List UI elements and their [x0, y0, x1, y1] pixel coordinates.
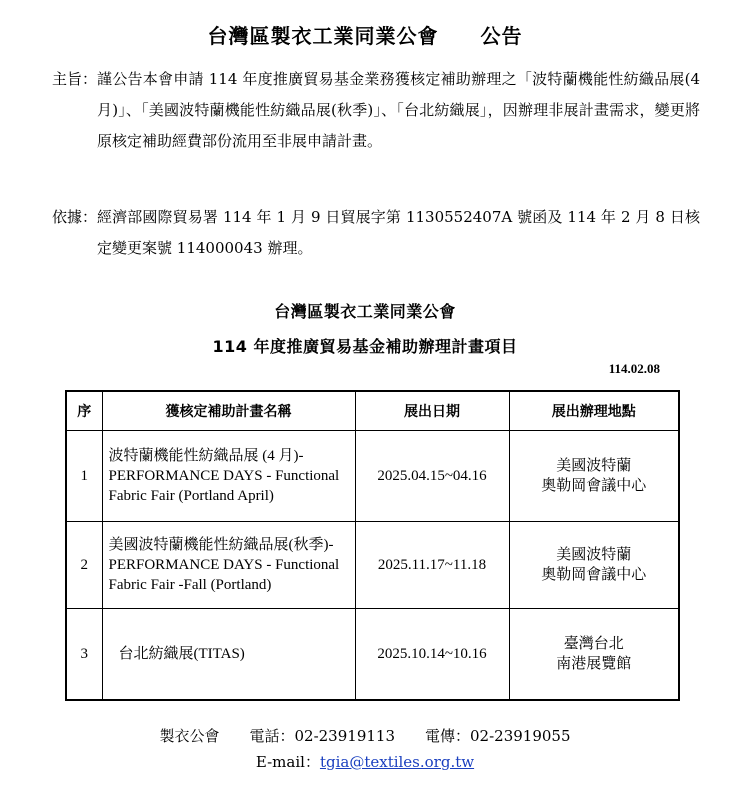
venue-hall: 奧勒岡會議中心 [541, 567, 647, 583]
basis-label: 依據： [52, 208, 98, 226]
venue-hall: 南港展覽館 [556, 656, 632, 672]
table-header-row [66, 391, 679, 431]
venue-city: 美國波特蘭 [556, 547, 632, 563]
footer-contact: 製衣公會 電話：02-23919113 電傳：02-23919055 [159, 727, 571, 745]
column-header-venue: 展出辦理地點 [509, 391, 679, 431]
row-plan-name: 波特蘭機能性紡織品展 (4 月)-PERFORMANCE DAYS - Functional Fabric Fair (Portland April) [102, 431, 355, 522]
basis-text: 經濟部國際貿易署 114 年 1 月 9 日貿展字第 1130552407A 號函及 114 年 2 月 8 日核定變更案號 114000043 辦理。 [97, 208, 700, 257]
row-date: 2025.04.15~04.16 [355, 431, 509, 522]
column-header-name: 獲核定補助計畫名稱 [102, 391, 355, 431]
row-plan-name: 台北紡織展(TITAS) [102, 609, 355, 701]
table-row [66, 431, 679, 522]
subject-paragraph [52, 64, 700, 157]
email-link[interactable]: tgia@textiles.org.tw [319, 753, 475, 771]
venue-hall: 奧勒岡會議中心 [541, 478, 647, 494]
table-row [66, 522, 679, 609]
row-plan-name: 美國波特蘭機能性紡織品展(秋季)-PERFORMANCE DAYS - Functional Fabric Fair -Fall (Portland) [102, 522, 355, 609]
page-title: 台灣區製衣工業同業公會 公告 [207, 24, 523, 48]
row-seq: 1 [66, 431, 102, 522]
row-seq: 3 [66, 609, 102, 701]
table-row [66, 609, 679, 701]
plan-table [65, 390, 680, 701]
email-label: E-mail： [255, 753, 320, 771]
plan-date: 114.02.08 [608, 361, 660, 376]
org-title: 台灣區製衣工業同業公會 [274, 302, 456, 321]
plan-title: 114 年度推廣貿易基金補助辦理計畫項目 [212, 337, 518, 356]
row-venue [509, 609, 679, 701]
row-date: 2025.11.17~11.18 [355, 522, 509, 609]
row-venue [509, 522, 679, 609]
basis-paragraph [52, 202, 700, 264]
column-header-seq: 序 [66, 391, 102, 431]
row-venue [509, 431, 679, 522]
row-seq: 2 [66, 522, 102, 609]
venue-city: 美國波特蘭 [556, 458, 632, 474]
subject-label: 主旨： [52, 70, 98, 88]
column-header-date: 展出日期 [355, 391, 509, 431]
subject-text: 謹公告本會申請 114 年度推廣貿易基金業務獲核定補助辦理之「波特蘭機能性紡織品展(4 月)」、「美國波特蘭機能性紡織品展(秋季)」、「台北紡織展」，因辦理非展計畫需求，變更將原核定補助經費部份流用至非展申請計畫。 [97, 70, 700, 150]
venue-city: 臺灣台北 [563, 636, 624, 652]
footer-email-line [0, 750, 730, 774]
row-date: 2025.10.14~10.16 [355, 609, 509, 701]
